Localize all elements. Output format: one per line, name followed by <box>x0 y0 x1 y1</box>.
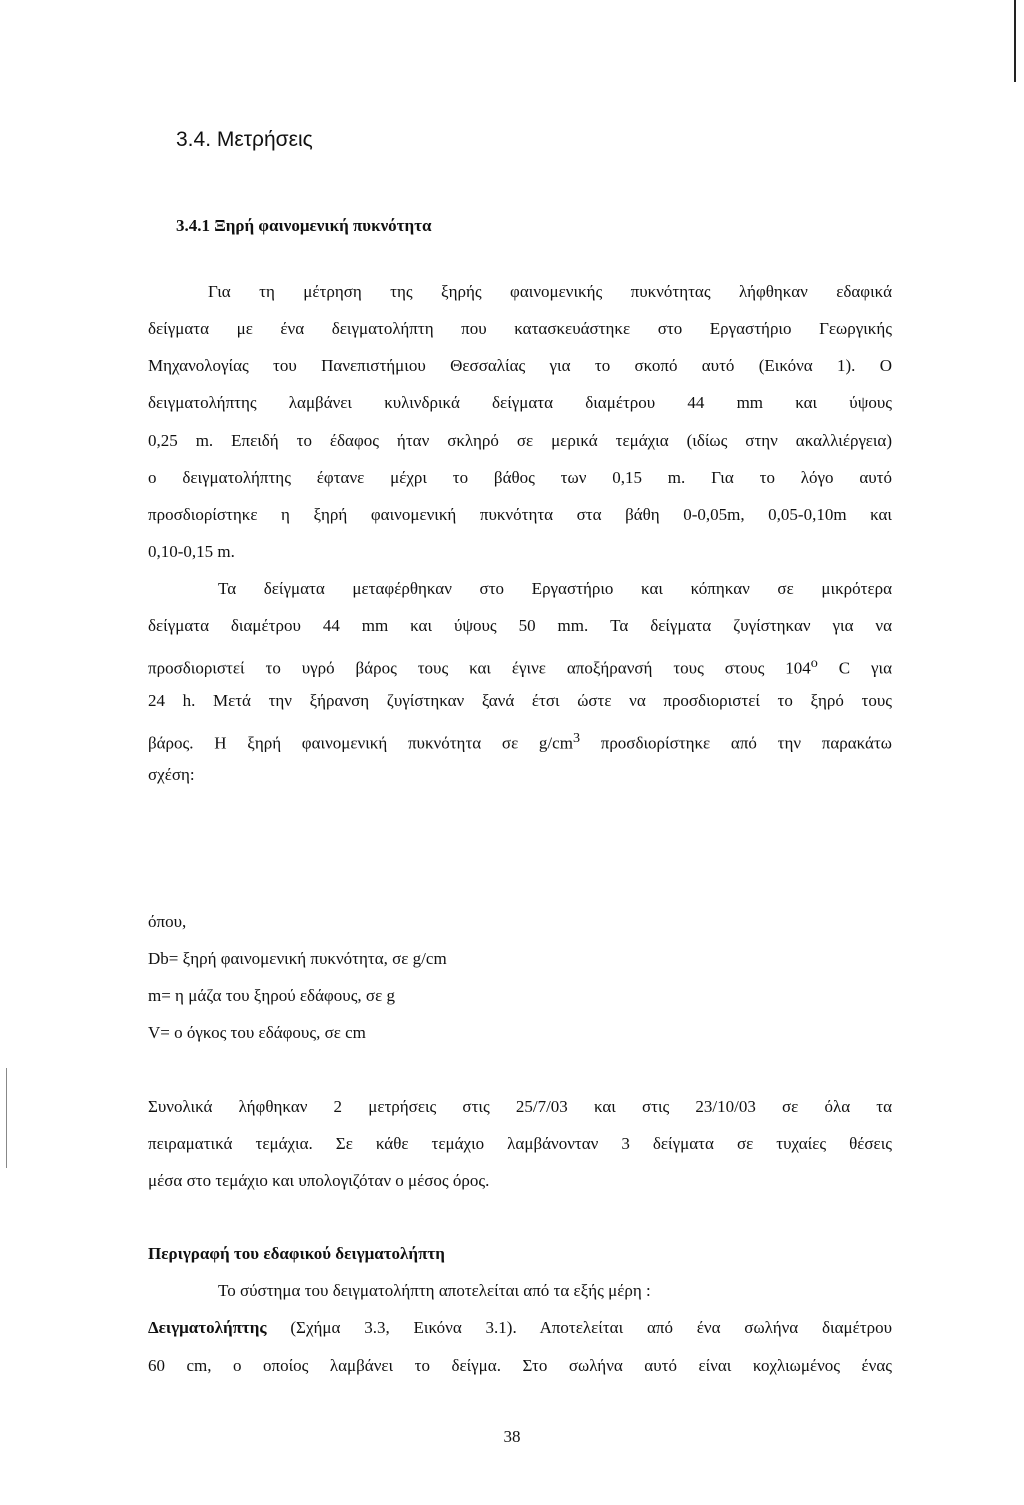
paragraph-line: βάρος. Η ξηρή φαινομενική πυκνότητα σε $g/cm^3$ προσδιορίστηκε από την παρακάτω <box>148 730 892 753</box>
definition-item: V= ο όγκος του εδάφους, σε cm <box>148 1023 366 1042</box>
page-number: 38 <box>503 1427 521 1446</box>
paragraph-line: Για τη μέτρηση της ξηρής φαινομενικής πυκνότητας λήφθηκαν εδαφικά <box>208 282 892 301</box>
paragraph-line: ο δειγματολήπτης έφτανε μέχρι το βάθος των 0,15 m. Για το λόγο αυτό <box>148 468 892 487</box>
definition-item: Db= ξηρή φαινομενική πυκνότητα, σε g/cm <box>148 949 447 968</box>
paragraph-line: Συνολικά λήφθηκαν 2 μετρήσεις στις 25/7/03 και στις 23/10/03 σε όλα τα <box>148 1097 892 1116</box>
paragraph-line: Δειγματολήπτης (Σχήμα 3.3, Εικόνα 3.1). Αποτελείται από ένα σωλήνα διαμέτρου <box>148 1318 892 1337</box>
paragraph-line: δείγματα διαμέτρου 44 mm και ύψους 50 mm. Τα δείγματα ζυγίστηκαν για να <box>148 616 892 635</box>
paragraph-line: 24 h. Μετά την ξήρανση ζυγίστηκαν ξανά έτσι ώστε να προσδιοριστεί το ξηρό τους <box>148 691 892 710</box>
paragraph-line: Τα δείγματα μεταφέρθηκαν στο Εργαστήριο και κόπηκαν σε μικρότερα <box>218 579 892 598</box>
superscript: 3 <box>572 730 581 746</box>
definitions-intro: όπου, <box>148 912 187 931</box>
superscript: ο <box>810 655 818 671</box>
paragraph-line: Μηχανολογίας του Πανεπιστήμιου Θεσσαλίας για το σκοπό αυτό (Εικόνα 1). Ο <box>148 356 892 375</box>
paragraph-line: δειγματολήπτης λαμβάνει κυλινδρικά δείγματα διαμέτρου 44 mm και ύψους <box>148 393 892 412</box>
paragraph-line: πειραματικά τεμάχια. Σε κάθε τεμάχιο λαμβάνονταν 3 δείγματα σε τυχαίες θέσεις <box>148 1134 892 1153</box>
scan-edge-line <box>6 1068 7 1168</box>
subsection-heading: 3.4.1 Ξηρή φαινομενική πυκνότητα <box>176 216 432 235</box>
definition-item: m= η μάζα του ξηρού εδάφους, σε g <box>148 986 395 1005</box>
sampler-term: Δειγματολήπτης <box>148 1318 267 1337</box>
paragraph-line: σχέση: <box>148 765 195 784</box>
paragraph-line: προσδιορίστηκε η ξηρή φαινομενική πυκνότητα στα βάθη 0-0,05m, 0,05-0,10m και <box>148 505 892 524</box>
section-heading: 3.4. Μετρήσεις <box>176 128 313 151</box>
paragraph-line: 0,10-0,15 m. <box>148 542 235 561</box>
sampler-intro: Το σύστημα του δειγματολήπτη αποτελείται από τα εξής μέρη : <box>218 1281 651 1300</box>
scan-edge-line <box>1014 0 1016 82</box>
paragraph-line: μέσα στο τεμάχιο και υπολογιζόταν ο μέσος όρος. <box>148 1171 490 1190</box>
sampler-heading: Περιγραφή του εδαφικού δειγματολήπτη <box>148 1244 445 1263</box>
paragraph-line: 0,25 m. Επειδή το έδαφος ήταν σκληρό σε μερικά τεμάχια (ιδίως στην ακαλλιέργεια) <box>148 431 892 450</box>
paragraph-line: δείγματα με ένα δειγματολήπτη που κατασκευάστηκε στο Εργαστήριο Γεωργικής <box>148 319 892 338</box>
paragraph-line: 60 cm, ο οποίος λαμβάνει το δείγμα. Στο σωλήνα αυτό είναι κοχλιωμένος ένας <box>148 1356 892 1375</box>
paragraph-line: προσδιοριστεί το υγρό βάρος τους και έγινε αποξήρανσή τους στους $104^o$ C για <box>148 655 892 678</box>
